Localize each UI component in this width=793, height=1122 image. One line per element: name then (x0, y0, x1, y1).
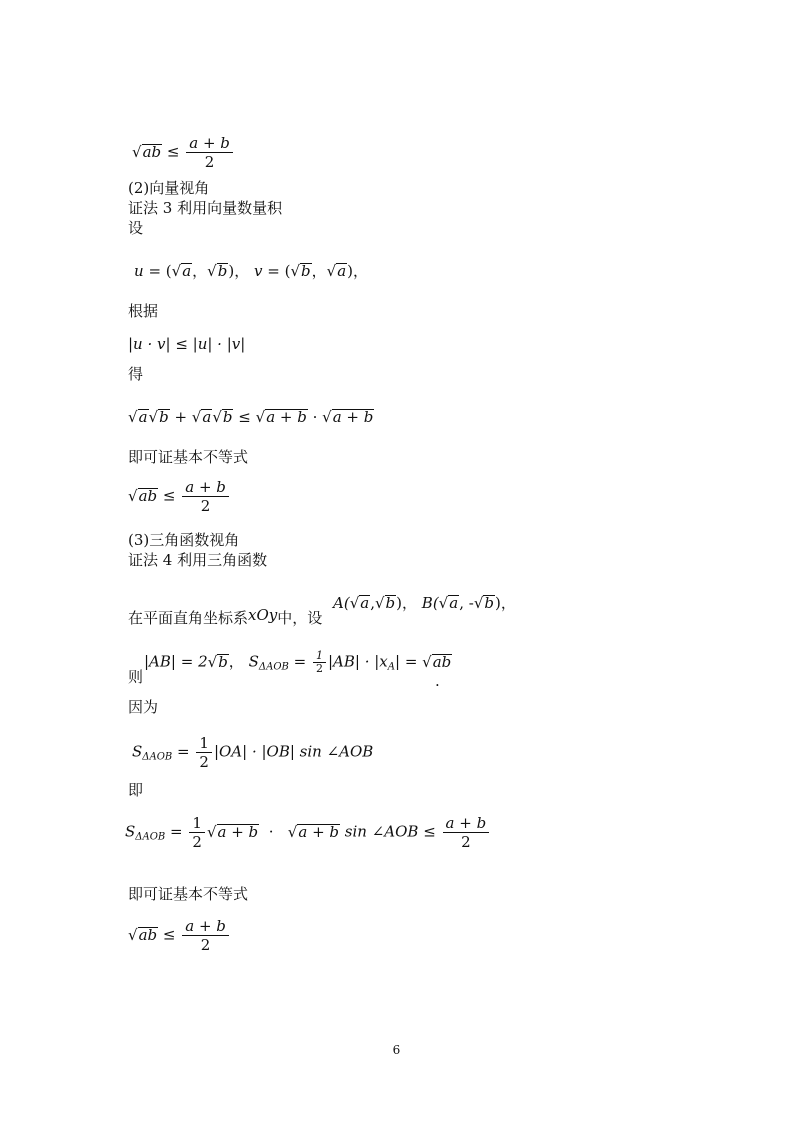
let-text: 设 (128, 219, 144, 237)
formula-vectors: u = (√a，√b)， v = (√b，√a)， (134, 262, 368, 280)
formula-triangle-area-3: $S_{\Delta AOB}$ = $\frac{1}{2}$ √a + b · √a + b sin ∠AOB ≤ $\frac{a + b}{2}$ (125, 814, 491, 851)
according-text: 根据 (128, 302, 159, 320)
formula-cauchy: |u · v| ≤ |u| · |v| (128, 335, 246, 353)
formula-inner-product: √a√b + √a√b ≤ √a + b · √a + b (128, 408, 374, 426)
proof3-title: 证法 3 利用向量数量积 (128, 199, 283, 217)
formula-am-gm-3: √ab ≤ $\frac{a + b}{2}$ (128, 917, 231, 954)
sqrt-ab: √ab (132, 142, 162, 161)
namely-text: 即 (128, 781, 144, 799)
section-trig-view: (3)三角函数视角 (128, 531, 240, 549)
section-vector-view: (2)向量视角 (128, 179, 210, 197)
formula-triangle-area-2: $S_{\Delta AOB}$ = $\frac{1}{2}$ |OA| · |OB| sin ∠AOB (132, 734, 374, 771)
formula-am-gm-2: √ab ≤ $\frac{a + b}{2}$ (128, 478, 231, 515)
get-text: 得 (128, 365, 144, 383)
proof4-title: 证法 4 利用三角函数 (128, 551, 268, 569)
thus-prove-text-2: 即可证基本不等式 (128, 885, 249, 903)
period-mark: . (435, 672, 440, 690)
formula-triangle-area-1: |AB| = 2√b， $S_{\Delta AOB}$ = $\frac{1}{2}$ $|AB| \cdot |x_A| = √ab$ (144, 649, 452, 675)
page-number: 6 (392, 1043, 401, 1057)
thus-prove-text-1: 即可证基本不等式 (128, 448, 249, 466)
because-text: 因为 (128, 698, 159, 716)
coordinate-system-text: 在平面直角坐标系xOy中，设 (128, 606, 323, 627)
formula-points-AB: A(√a,√b)， B(√a, -√b)， (333, 594, 516, 612)
formula-am-gm-1: √ab ≤ $\frac{a + b}{2}$ (132, 134, 235, 171)
then-text: 则 (128, 668, 144, 686)
